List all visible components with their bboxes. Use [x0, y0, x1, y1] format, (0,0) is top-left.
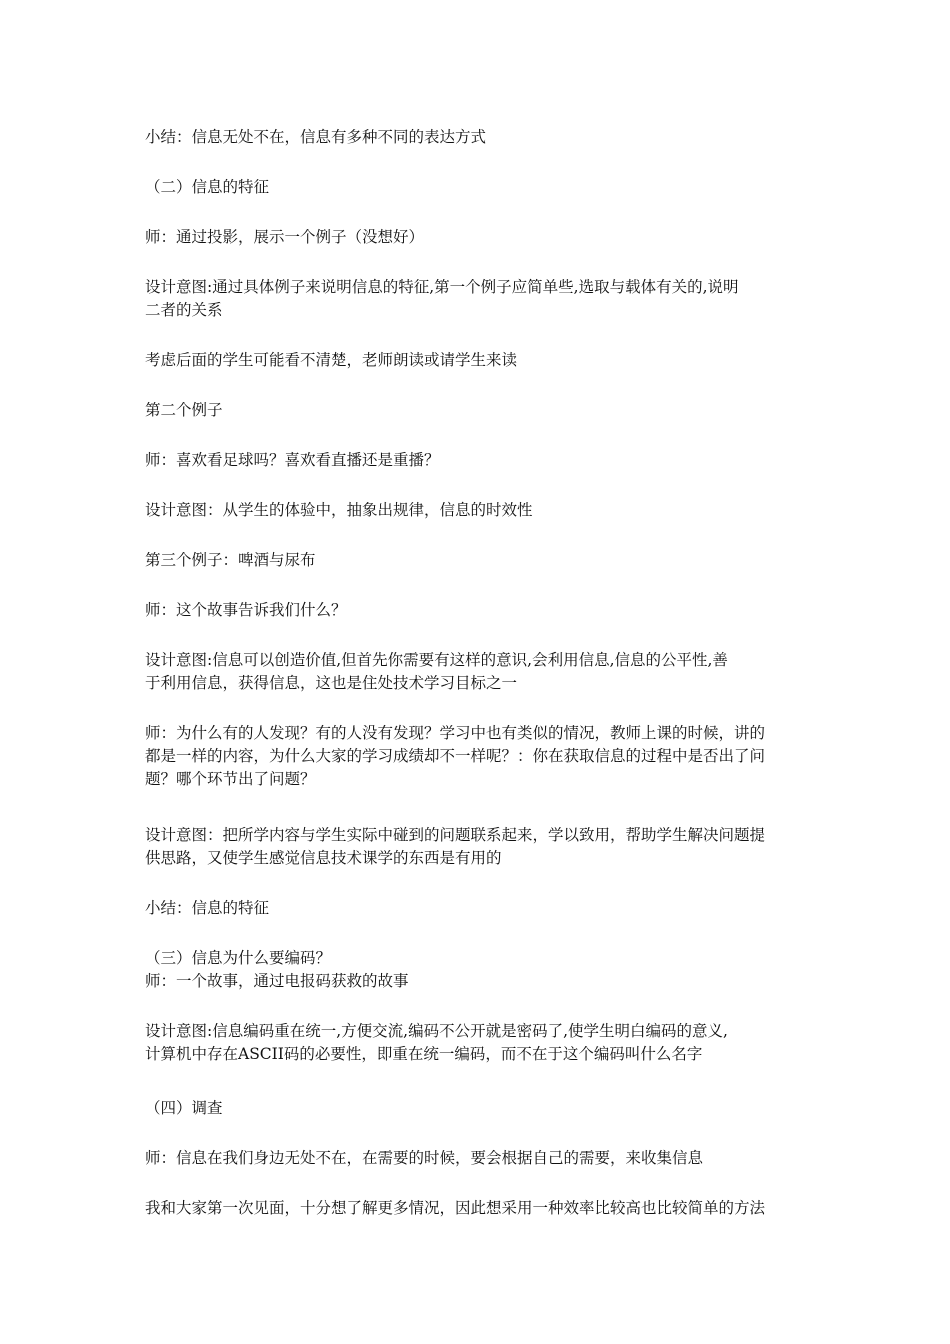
text-line: 设计意图:信息编码重在统一,方便交流,编码不公开就是密码了,使学生明白编码的意义, — [145, 1022, 728, 1040]
teacher-paragraph-5 — [145, 1147, 810, 1170]
teacher-paragraph-3 — [145, 599, 810, 622]
text-line: 师：通过投影，展示一个例子（没想好） — [145, 228, 425, 246]
design-intent-paragraph-2 — [145, 499, 810, 522]
note-paragraph — [145, 349, 810, 372]
text-line: 师：这个故事告诉我们什么？ — [145, 601, 347, 619]
text-line: 师：喜欢看足球吗？喜欢看直播还是重播？ — [145, 451, 440, 469]
teacher-paragraph-4 — [145, 722, 810, 791]
text-line: （四）调查 — [145, 1099, 223, 1117]
closing-paragraph — [145, 1197, 810, 1220]
text-line: 设计意图:信息可以创造价值,但首先你需要有这样的意识,会利用信息,信息的公平性,善 — [145, 651, 728, 669]
text-line: 设计意图:通过具体例子来说明信息的特征,第一个例子应简单些,选取与载体有关的,说明 — [145, 278, 739, 296]
text-line: 小结：信息无处不在，信息有多种不同的表达方式 — [145, 128, 487, 146]
text-line: （三）信息为什么要编码？ — [145, 949, 332, 967]
design-intent-paragraph-4 — [145, 824, 810, 870]
design-intent-paragraph-1 — [145, 276, 810, 322]
text-line: 师：为什么有的人发现？有的人没有发现？学习中也有类似的情况，教师上课的时候，讲的 — [145, 724, 766, 742]
text-line: 都是一样的内容，为什么大家的学习成绩却不一样呢？：你在获取信息的过程中是否出了问 — [145, 747, 766, 765]
summary-paragraph-1 — [145, 126, 810, 149]
text-line: 师：一个故事，通过电报码获救的故事 — [145, 972, 409, 990]
text-line: 于利用信息，获得信息，这也是住处技术学习目标之一 — [145, 674, 518, 692]
design-intent-paragraph-3 — [145, 649, 810, 695]
text-line: 第二个例子 — [145, 401, 223, 419]
text-line: （二）信息的特征 — [145, 178, 270, 196]
text-line: 设计意图：从学生的体验中，抽象出规律，信息的时效性 — [145, 501, 533, 519]
text-line: 我和大家第一次见面，十分想了解更多情况，因此想采用一种效率比较高也比较简单的方法 — [145, 1199, 766, 1217]
text-line: 题？哪个环节出了问题？ — [145, 770, 316, 788]
teacher-paragraph-1 — [145, 226, 810, 249]
summary-paragraph-2 — [145, 897, 810, 920]
text-line: 考虑后面的学生可能看不清楚，老师朗读或请学生来读 — [145, 351, 518, 369]
text-line: 小结：信息的特征 — [145, 899, 270, 917]
section-heading-3 — [145, 947, 810, 993]
example-heading-3 — [145, 549, 810, 572]
text-line: 计算机中存在ASCII码的必要性，即重在统一编码，而不在于这个编码叫什么名字 — [145, 1045, 703, 1063]
section-heading-4 — [145, 1097, 810, 1120]
text-line: 师：信息在我们身边无处不在，在需要的时候，要会根据自己的需要，来收集信息 — [145, 1149, 704, 1167]
example-heading-2 — [145, 399, 810, 422]
text-line: 第三个例子：啤酒与尿布 — [145, 551, 316, 569]
text-line: 供思路，又使学生感觉信息技术课学的东西是有用的 — [145, 849, 502, 867]
text-line: 设计意图：把所学内容与学生实际中碰到的问题联系起来，学以致用，帮助学生解决问题提 — [145, 826, 766, 844]
text-line: 二者的关系 — [145, 301, 223, 319]
design-intent-paragraph-5 — [145, 1020, 810, 1066]
teacher-paragraph-2 — [145, 449, 810, 472]
section-heading-2 — [145, 176, 810, 199]
